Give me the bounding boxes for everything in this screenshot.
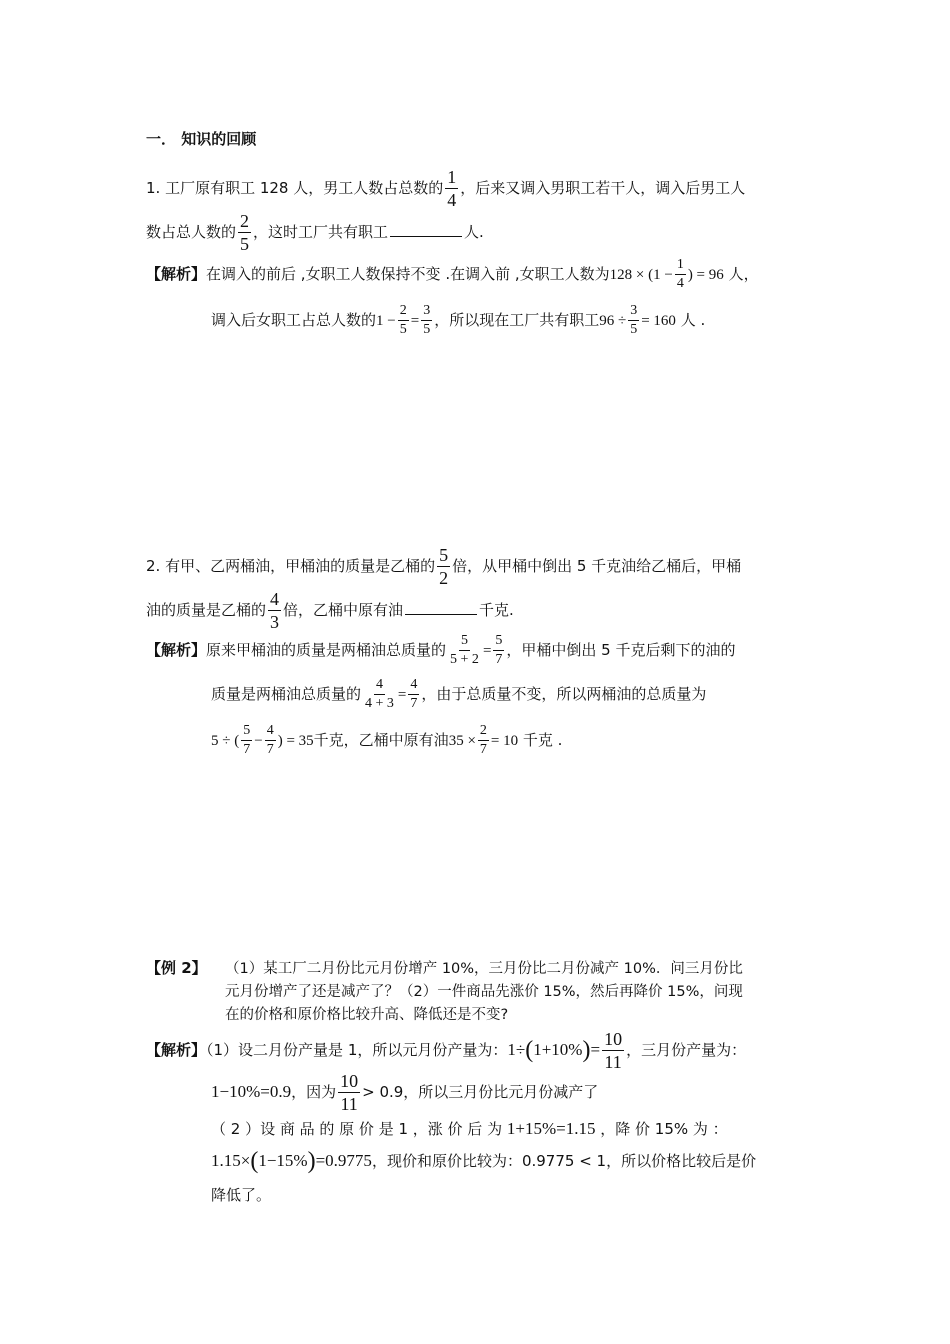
q1-solution-line2: 调入后女职工占总人数的1 − $\frac{2}{5}$ = $\frac{3}{5}$ ，所以现在工厂共有职工96 ÷ $\frac{3}{5}$ = 160 人 . — [211, 303, 706, 337]
answer-blank — [390, 222, 462, 237]
example-line2: 元月份增产了还是减产了？（2）一件商品先涨价 15%，然后再降价 15%，问现 — [225, 984, 743, 1000]
example-line3: 在的价格和原价格比较升高、降低还是不变? — [225, 1007, 509, 1023]
q2-solution-line3: 5 ÷ ( $\frac{5}{7}$ − $\frac{4}{7}$ ) = 35千克，乙桶中原有油35 × $\frac{2}{7}$ = 10 千克 . — [211, 723, 563, 757]
fraction: $\frac{10}{11}$ — [604, 1029, 623, 1072]
fraction: $\frac{4}{4 + 3}$ — [365, 677, 394, 711]
q1-solution-line1: 【解析】在调入的前后 ,女职工人数保持不变 .在调入前 ,女职工人数为128 × (1 − $\frac{1}{4}$ ) = 96 人， — [146, 257, 759, 291]
fraction: $\frac{3}{5}$ — [630, 303, 638, 337]
fraction: $\frac{5}{5 + 2}$ — [450, 633, 479, 667]
q2-line1: 2. 有甲、乙两桶油，甲桶油的质量是乙桶的 $\frac{5}{2}$ 倍，从甲桶中倒出 5 千克油给乙桶后，甲桶 — [146, 545, 742, 588]
fraction: $\frac{5}{2}$ — [439, 545, 449, 588]
fraction: $\frac{4}{3}$ — [270, 589, 280, 632]
answer-blank — [405, 600, 477, 615]
q1-line2: 数占总人数的 $\frac{2}{5}$ ，这时工厂共有职工 人. — [146, 211, 484, 254]
ex2-solution-line4: 1.15×(1−15%)=0.9775，现价和原价比较为：0.9775 < 1，所以价格比较后是价 — [211, 1148, 757, 1174]
fraction: $\frac{2}{5}$ — [240, 211, 250, 254]
fraction: $\frac{10}{11}$ — [340, 1071, 359, 1114]
fraction: $\frac{4}{7}$ — [266, 723, 274, 757]
q2-line2: 油的质量是乙桶的 $\frac{4}{3}$ 倍，乙桶中原有油 千克. — [146, 589, 514, 632]
q1-line1: 1. 工厂原有职工 128 人，男工人数占总数的 $\frac{1}{4}$ ，后来又调入男职工若干人，调入后男工人 — [146, 167, 746, 210]
fraction: $\frac{5}{7}$ — [243, 723, 251, 757]
section-title: 一． 知识的回顾 — [146, 130, 257, 148]
q2-solution-line1: 【解析】原来甲桶油的质量是两桶油总质量的 $\frac{5}{5 + 2}$ = $\frac{5}{7}$ ，甲桶中倒出 5 千克后剩下的油的 — [146, 633, 736, 667]
ex2-solution-line1: 【解析】（1）设二月份产量是 1，所以元月份产量为：1÷(1+10%)= $\frac{10}{11}$ ，三月份产量为： — [146, 1029, 747, 1072]
fraction: $\frac{3}{5}$ — [423, 303, 431, 337]
fraction: $\frac{4}{7}$ — [410, 677, 418, 711]
fraction: $\frac{1}{4}$ — [676, 257, 684, 291]
fraction: $\frac{5}{7}$ — [495, 633, 503, 667]
solution-tag: 【解析】 — [146, 641, 207, 659]
example-tag: 【例 2】 — [146, 959, 207, 977]
example-line1: （1）某工厂二月份比元月份增产 10%，三月份比二月份减产 10%．问三月份比 — [225, 961, 743, 977]
ex2-solution-line5: 降低了。 — [211, 1186, 272, 1204]
fraction: $\frac{2}{5}$ — [399, 303, 407, 337]
ex2-solution-line2: 1−10%=0.9，因为 $\frac{10}{11}$ > 0.9，所以三月份比元月份减产了 — [211, 1071, 599, 1114]
ex2-solution-line3: （ 2 ）设 商 品 的 原 价 是 1 ，涨 价 后 为 1+15%=1.15 ，降 价 15% 为 ： — [211, 1119, 728, 1138]
solution-tag: 【解析】 — [146, 265, 207, 283]
fraction: $\frac{2}{7}$ — [479, 723, 487, 757]
solution-tag: 【解析】 — [146, 1041, 207, 1059]
fraction: $\frac{1}{4}$ — [447, 167, 457, 210]
q2-solution-line2: 质量是两桶油总质量的 $\frac{4}{4 + 3}$ = $\frac{4}{7}$ ，由于总质量不变，所以两桶油的总质量为 — [211, 677, 707, 711]
